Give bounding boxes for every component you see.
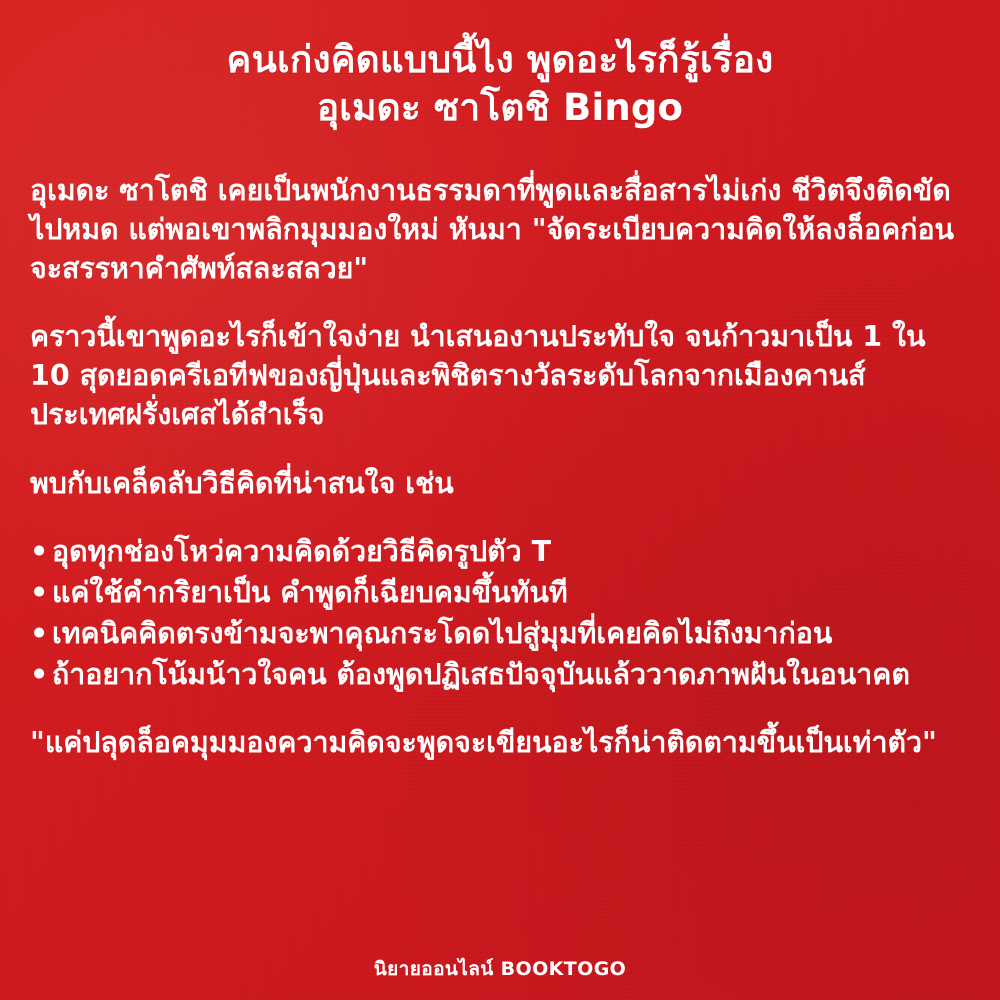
title-line-2: อุเมดะ ซาโตชิ Bingo <box>316 86 684 130</box>
list-item <box>30 656 970 695</box>
bullet-marker-icon: • <box>30 657 49 691</box>
paragraph-1: อุเมดะ ซาโตชิ เคยเป็นพนักงานธรรมดาที่พูดและสื่อสารไม่เก่ง ชีวิตจึงติดขัดไปหมด แต่พอเขาพลิกมุมมองใหม่ หันมา "จัดระเบียบความคิดให้ลงล็อคก่อนจะสรรหาคำศัพท์สละสลวย" <box>30 174 955 285</box>
bullet-marker-icon: • <box>30 535 49 569</box>
bullet-marker-icon: • <box>30 576 49 610</box>
list-item-label: แค่ใช้คำกริยาเป็น คำพูดก็เฉียบคมขึ้นทันที <box>52 576 568 610</box>
list-item <box>30 574 970 613</box>
title-line-1: คนเก่งคิดแบบนี้ไง พูดอะไรก็รู้เรื่อง <box>226 38 774 81</box>
list-item <box>30 533 970 572</box>
poster-quote: "แค่ปลุดล็อคมุมมองความคิดจะพูดจะเขียนอะไรก็น่าติดตามขึ้นเป็นเท่าตัว" <box>30 726 937 760</box>
poster-footer: นิยายออนไลน์ BOOKTOGO <box>373 958 627 980</box>
list-item <box>30 615 970 654</box>
bullet-list <box>30 533 970 694</box>
paragraph-3: พบกับเคล็ดลับวิธีคิดที่น่าสนใจ เช่น <box>30 466 454 500</box>
poster-body <box>26 172 974 763</box>
bullet-marker-icon: • <box>30 616 49 650</box>
list-item-label: เทคนิคคิดตรงข้ามจะพาคุณกระโดดไปสู่มุมที่เคยคิดไม่ถึงมาก่อน <box>52 616 833 650</box>
paragraph-2: คราวนี้เขาพูดอะไรก็เข้าใจง่าย นำเสนองานประทับใจ จนก้าวมาเป็น 1 ใน 10 สุดยอดครีเอทีฟของญี่ปุ่นและพิชิตรางวัลระดับโลกจากเมืองคานส์ ประเทศฝรั่งเศสได้สำเร็จ <box>30 320 926 431</box>
poster-title <box>26 36 974 132</box>
list-item-label: อุดทุกช่องโหว่ความคิดด้วยวิธีคิดรูปตัว T <box>52 535 552 569</box>
list-item-label: ถ้าอยากโน้มน้าวใจคน ต้องพูดปฏิเสธปัจจุบันแล้ววาดภาพฝันในอนาคต <box>52 657 910 691</box>
